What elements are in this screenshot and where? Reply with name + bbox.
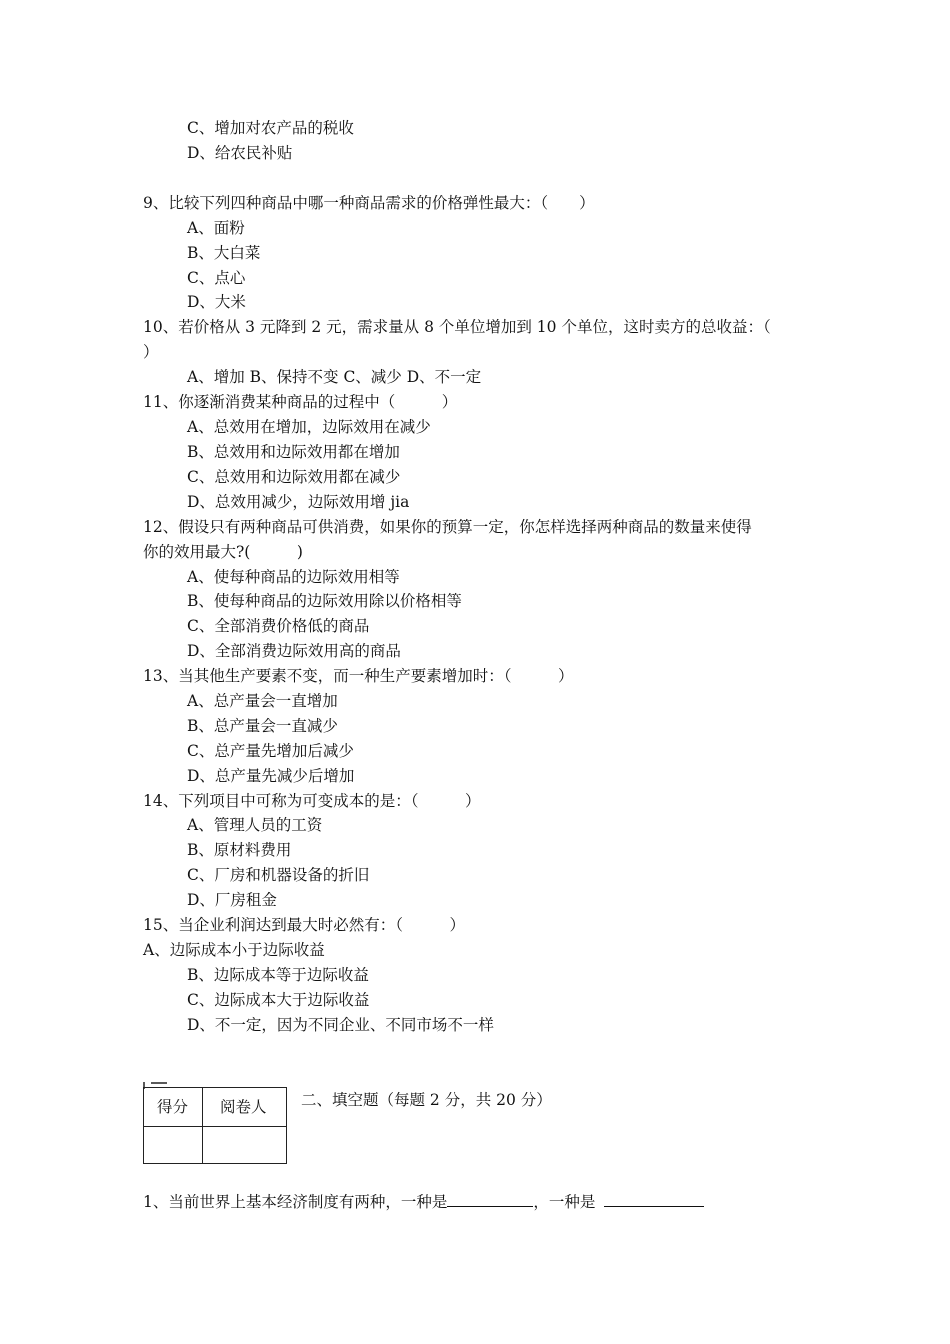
q12-option-d: D、全部消费边际效用高的商品 — [187, 642, 401, 660]
score-label: 得分 — [157, 1098, 189, 1116]
q9-option-b: B、大白菜 — [187, 244, 261, 262]
q8-option-d: D、给农民补贴 — [187, 144, 293, 162]
q10-options: A、增加 B、保持不变 C、减少 D、不一定 — [187, 368, 482, 386]
q9-stem: 9、比较下列四种商品中哪一种商品需求的价格弹性最大：（ ） — [143, 194, 595, 212]
q14-stem: 14、下列项目中可称为可变成本的是：（ ） — [143, 792, 481, 810]
fill-question-1 — [143, 1190, 704, 1212]
q15-option-b: B、边际成本等于边际收益 — [187, 966, 369, 984]
q14-option-d: D、厂房租金 — [187, 891, 277, 909]
grader-label: 阅卷人 — [220, 1098, 267, 1116]
q15-stem: 15、当企业利润达到最大时必然有：（ ） — [143, 916, 465, 934]
q15-option-a: A、边际成本小于边际收益 — [143, 941, 325, 959]
q14-option-a: A、管理人员的工资 — [187, 816, 323, 834]
q13-option-c: C、总产量先增加后减少 — [187, 742, 354, 760]
q8-option-c: C、增加对农产品的税收 — [187, 119, 354, 137]
q11-option-d: D、总效用减少，边际效用增 jia — [187, 493, 410, 511]
q11-option-c: C、总效用和边际效用都在减少 — [187, 468, 401, 486]
q14-option-b: B、原材料费用 — [187, 841, 292, 859]
q11-stem: 11、你逐渐消费某种商品的过程中（ ） — [143, 393, 458, 411]
answer-blank-2[interactable] — [604, 1190, 704, 1207]
q11-option-b: B、总效用和边际效用都在增加 — [187, 443, 400, 461]
fill-question-1-middle: ，一种是 — [533, 1193, 601, 1211]
q12-option-c: C、全部消费价格低的商品 — [187, 617, 370, 635]
q10-stem-line1: 10、若价格从 3 元降到 2 元，需求量从 8 个单位增加到 10 个单位，这时卖方的总收益：（ — [143, 318, 771, 336]
q13-stem: 13、当其他生产要素不变，而一种生产要素增加时：（ ） — [143, 667, 574, 685]
score-table-row-divider — [144, 1126, 286, 1127]
q12-stem-line2: 你的效用最大?( ) — [143, 543, 303, 561]
answer-blank-1[interactable] — [447, 1190, 533, 1207]
q11-option-a: A、总效用在增加，边际效用在减少 — [187, 418, 431, 436]
q12-option-b: B、使每种商品的边际效用除以价格相等 — [187, 592, 462, 610]
q12-stem-line1: 12、假设只有两种商品可供消费，如果你的预算一定，你怎样选择两种商品的数量来使得 — [143, 518, 752, 536]
q13-option-a: A、总产量会一直增加 — [187, 692, 338, 710]
q9-option-c: C、点心 — [187, 269, 246, 287]
section-2-title: 二、填空题（每题 2 分，共 20 分） — [301, 1091, 552, 1109]
q10-stem-line2: ） — [143, 343, 159, 361]
q9-option-a: A、面粉 — [187, 219, 245, 237]
q15-option-c: C、边际成本大于边际收益 — [187, 991, 370, 1009]
score-table — [143, 1087, 287, 1164]
q12-option-a: A、使每种商品的边际效用相等 — [187, 568, 400, 586]
q14-option-c: C、厂房和机器设备的折旧 — [187, 866, 370, 884]
q13-option-d: D、总产量先减少后增加 — [187, 767, 355, 785]
q15-option-d: D、不一定，因为不同企业、不同市场不一样 — [187, 1016, 494, 1034]
fill-question-1-prefix: 1、当前世界上基本经济制度有两种，一种是 — [143, 1193, 448, 1211]
q13-option-b: B、总产量会一直减少 — [187, 717, 338, 735]
q9-option-d: D、大米 — [187, 293, 246, 311]
